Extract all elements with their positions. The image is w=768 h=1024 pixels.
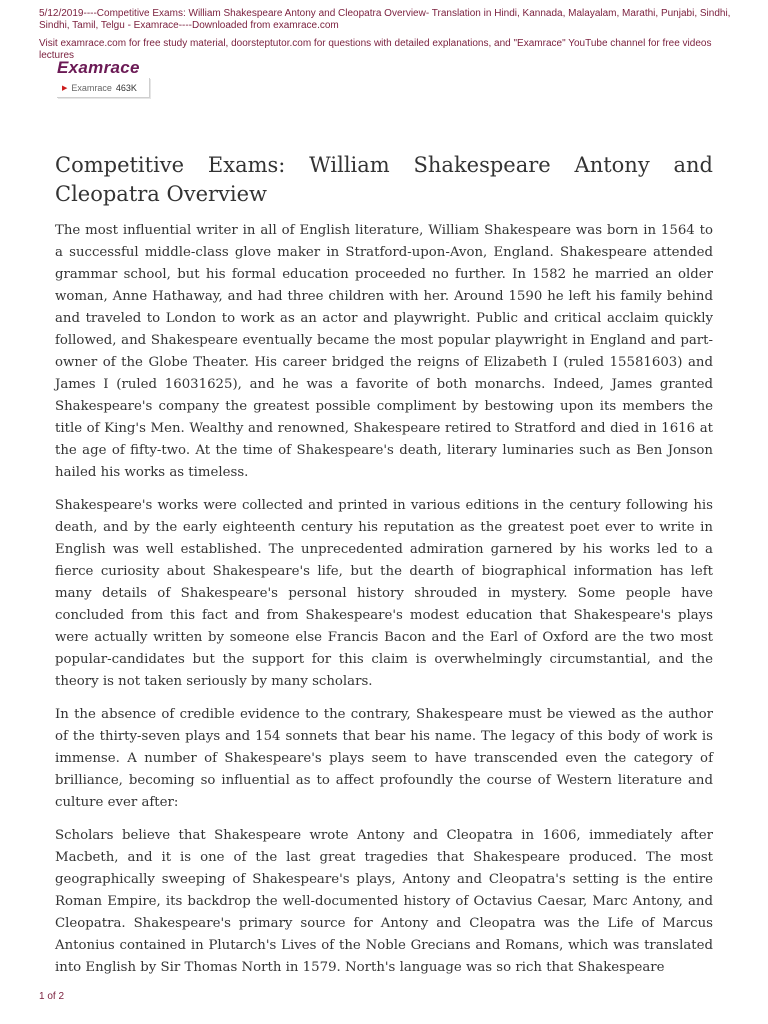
- examrace-logo[interactable]: Examrace: [57, 58, 140, 77]
- article-paragraph: In the absence of credible evidence to the contrary, Shakespeare must be viewed as the author of the thirty-seven plays and 154 sonnets that bear his name. The legacy of this body of work is immense. A number of Shakespeare's plays seem to have transcended even the category of brilliance, becoming so influential as to affect profoundly the course of Western literature and culture ever after:: [55, 707, 713, 810]
- article-title: Competitive Exams: William Shakespeare Antony and Cleopatra Overview: [55, 153, 713, 206]
- youtube-subscribe-widget[interactable]: [57, 78, 150, 98]
- article-paragraph: Scholars believe that Shakespeare wrote Antony and Cleopatra in 1606, immediately after Macbeth, and it is one of the last great tragedies that Shakespeare produced. The most geographically sweeping of Shakespeare's plays, Antony and Cleopatra's setting is the entire Roman Empire, its backdrop the well-documented history of Octavius Caesar, Marc Antony, and Cleopatra. Shakespeare's primary source for Antony and Cleopatra was the Life of Marcus Antonius contained in Plutarch's Lives of the Noble Grecians and Romans, which was translated into English by Sir Thomas North in 1579. North's language was so rich that Shakespeare: [55, 828, 713, 975]
- article-paragraph: Shakespeare's works were collected and printed in various editions in the century following his death, and by the early eighteenth century his reputation as the greatest poet ever to write in English was well established. The unprecedented admiration garnered by his works led to a fierce curiosity about Shakespeare's life, but the dearth of biographical information has left many details of Shakespeare's personal history shrouded in mystery. Some people have concluded from this fact and from Shakespeare's modest education that Shakespeare's plays were actually written by someone else Francis Bacon and the Earl of Oxford are the two most popular-candidates but the support for this claim is overwhelmingly circumstantial, and the theory is not taken seriously by many scholars.: [55, 498, 713, 689]
- youtube-channel-name: Examrace: [71, 82, 112, 93]
- play-icon: ▶: [62, 84, 68, 92]
- promo-header: Visit examrace.com for free study material, doorsteptutor.com for questions with detailed explanations, and "Examrace" YouTube channel for free videos lectures: [39, 38, 712, 61]
- subscriber-count: 463K: [115, 82, 137, 93]
- article: [55, 151, 713, 990]
- article-paragraph: The most influential writer in all of English literature, William Shakespeare was born in 1564 to a successful middle-class glove maker in Stratford-upon-Avon, England. Shakespeare attended grammar school, but his formal education proceeded no further. In 1582 he married an older woman, Anne Hathaway, and had three children with her. Around 1590 he left his family behind and traveled to London to work as an actor and playwright. Public and critical acclaim quickly followed, and Shakespeare eventually became the most popular playwright in England and part-owner of the Globe Theater. His career bridged the reigns of Elizabeth I (ruled 15581603) and James I (ruled 16031625), and he was a favorite of both monarchs. Indeed, James granted Shakespeare's company the greatest possible compliment by bestowing upon its members the title of King's Men. Wealthy and renowned, Shakespeare retired to Stratford and died in 1616 at the age of fifty-two. At the time of Shakespeare's death, literary luminaries such as Ben Jonson hailed his works as timeless.: [55, 223, 713, 480]
- download-header: 5/12/2019----Competitive Exams: William Shakespeare Antony and Cleopatra Overview- Translation in Hindi, Kannada, Malayalam, Marathi, Punjabi, Sindhi, Sindhi, Tamil, Telgu - Examrace----Downloaded from examrace.com: [39, 8, 731, 31]
- page-number: 1 of 2: [39, 991, 65, 1002]
